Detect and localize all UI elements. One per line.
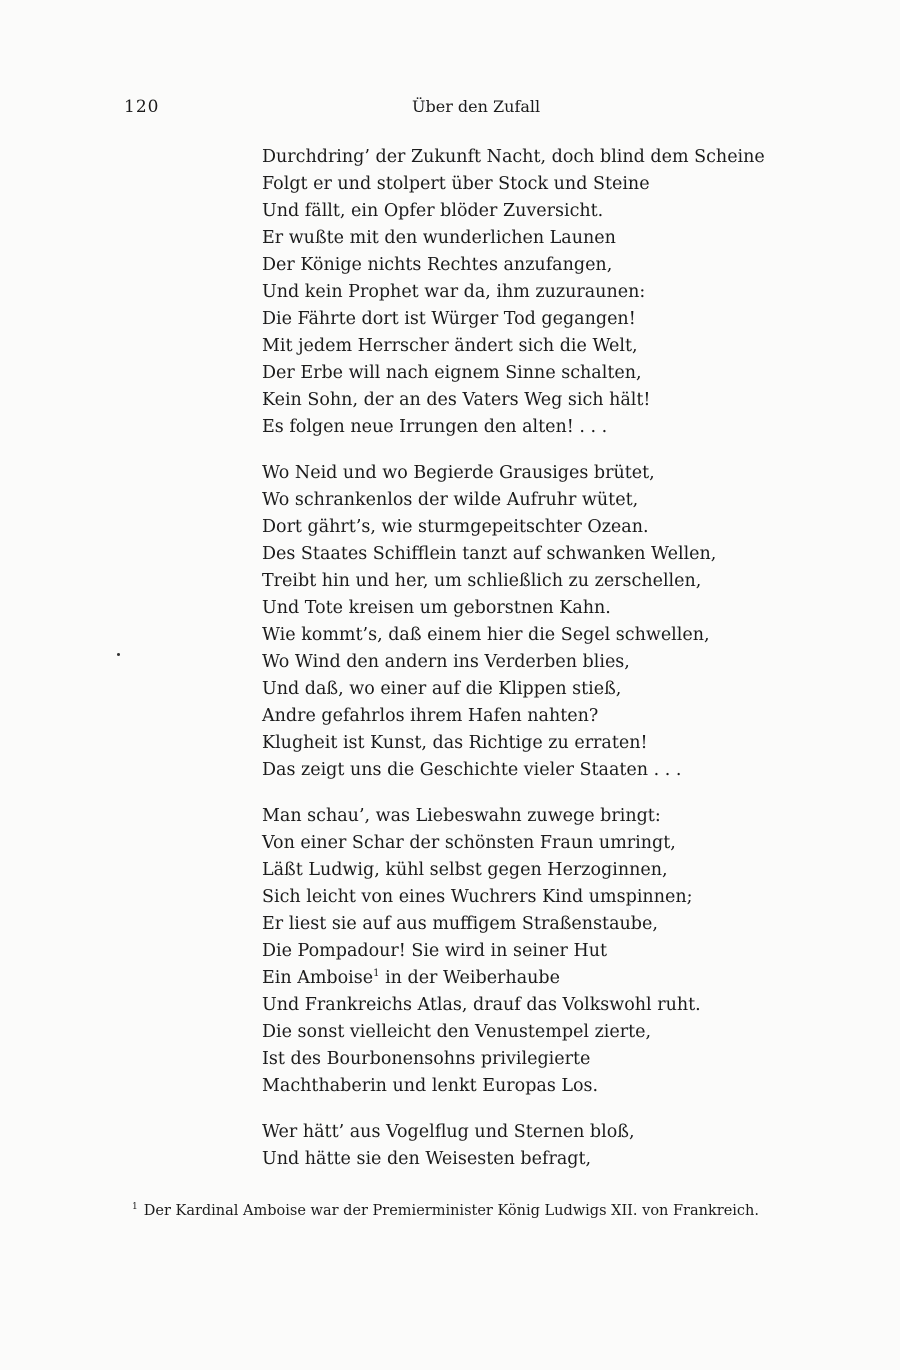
poem-line: Sich leicht von eines Wuchrers Kind umspinnen; — [262, 887, 693, 907]
running-title: Über den Zufall — [412, 97, 541, 116]
poem-line: Durchdring’ der Zukunft Nacht, doch blind dem Scheine — [262, 147, 765, 167]
poem-line: Und fällt, ein Opfer blöder Zuversicht. — [262, 201, 604, 221]
poem-line: Ist des Bourbonensohns privilegierte — [262, 1049, 591, 1069]
poem-line: Wo Neid und wo Begierde Grausiges brütet, — [262, 463, 655, 483]
poem-line: Kein Sohn, der an des Vaters Weg sich hält! — [262, 390, 651, 410]
poem-line: Mit jedem Herrscher ändert sich die Welt, — [262, 336, 638, 356]
stanza-2 — [262, 460, 822, 784]
poem-line-with-footnote — [262, 965, 822, 992]
poem-line: Und hätte sie den Weisesten befragt, — [262, 1149, 592, 1169]
poem-line: Der Könige nichts Rechtes anzufangen, — [262, 255, 613, 275]
poem-line: Andre gefahrlos ihrem Hafen nahten? — [262, 706, 599, 726]
poem-line: Klugheit ist Kunst, das Richtige zu erraten! — [262, 733, 648, 753]
poem-line: Treibt hin und her, um schließlich zu zerschellen, — [262, 571, 702, 591]
poem-line: Wo schrankenlos der wilde Aufruhr wütet, — [262, 490, 639, 510]
poem-line: Machthaberin und lenkt Europas Los. — [262, 1076, 599, 1096]
poem-line: Man schau’, was Liebeswahn zuwege bringt: — [262, 806, 661, 826]
footnote-text: Der Kardinal Amboise war der Premierminister König Ludwigs XII. von Frankreich. — [143, 1203, 759, 1219]
poem-line: Es folgen neue Irrungen den alten! . . . — [262, 417, 608, 437]
poem-body — [262, 144, 822, 1192]
poem-line: Wie kommt’s, daß einem hier die Segel schwellen, — [262, 625, 710, 645]
poem-line: Dort gährt’s, wie sturmgepeitschter Ozean. — [262, 517, 649, 537]
line-text-before-marker: Ein Amboise — [262, 968, 374, 988]
stanza-1 — [262, 144, 822, 441]
poem-line: Folgt er und stolpert über Stock und Steine — [262, 174, 650, 194]
poem-line: Und Tote kreisen um geborstnen Kahn. — [262, 598, 611, 618]
poem-line: Die Pompadour! Sie wird in seiner Hut — [262, 941, 608, 961]
poem-line: Die sonst vielleicht den Venustempel zierte, — [262, 1022, 652, 1042]
poem-line: Er liest sie auf aus muffigem Straßenstaube, — [262, 914, 658, 934]
poem-line: Er wußte mit den wunderlichen Launen — [262, 228, 616, 248]
poem-line: Das zeigt uns die Geschichte vieler Staaten . . . — [262, 760, 682, 780]
footnote-reference[interactable]: 1 — [373, 968, 380, 980]
line-text-after-marker: in der Weiberhaube — [379, 968, 560, 988]
poem-line: Des Staates Schifflein tanzt auf schwanken Wellen, — [262, 544, 717, 564]
footnote — [132, 1203, 759, 1219]
poem-line: Die Fährte dort ist Würger Tod gegangen! — [262, 309, 636, 329]
page-number: 120 — [124, 97, 160, 117]
poem-line: Von einer Schar der schönsten Fraun umringt, — [262, 833, 676, 853]
poem-line: Und daß, wo einer auf die Klippen stieß, — [262, 679, 622, 699]
poem-line: Läßt Ludwig, kühl selbst gegen Herzoginnen, — [262, 860, 668, 880]
stanza-4 — [262, 1119, 822, 1173]
poem-line: Und kein Prophet war da, ihm zuzuraunen: — [262, 282, 646, 302]
footnote-marker: 1 — [132, 1202, 138, 1213]
stray-dot — [117, 653, 120, 656]
poem-line: Wo Wind den andern ins Verderben blies, — [262, 652, 630, 672]
poem-line: Wer hätt’ aus Vogelflug und Sternen bloß, — [262, 1122, 635, 1142]
stanza-3 — [262, 803, 822, 1100]
poem-line: Und Frankreichs Atlas, drauf das Volkswohl ruht. — [262, 995, 701, 1015]
poem-line: Der Erbe will nach eignem Sinne schalten, — [262, 363, 642, 383]
